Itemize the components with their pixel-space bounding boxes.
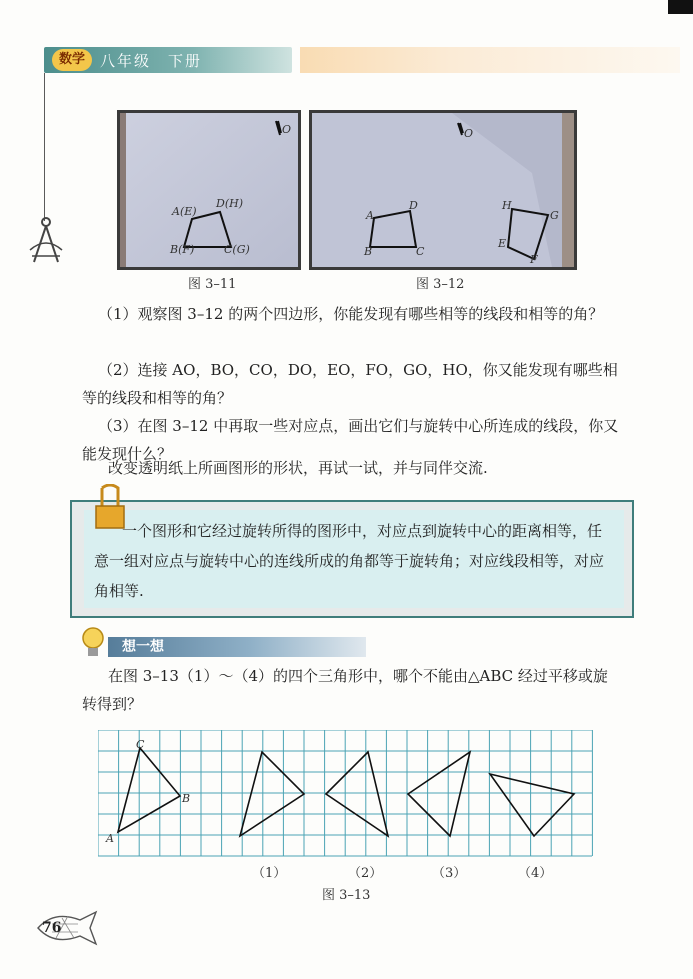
label-o2: O [464, 127, 474, 140]
photo-fig-3-11 [117, 110, 301, 270]
label-dh: D(H) [216, 197, 243, 210]
sub-label-4: （4） [518, 866, 553, 881]
header-title: 八年级 下册 [100, 52, 203, 70]
label-c: C [416, 245, 425, 258]
triangle-3 [408, 752, 470, 836]
corner-tab [668, 0, 693, 14]
margin-line [44, 73, 45, 221]
page-number: 76 [42, 920, 62, 936]
label-h: H [502, 199, 512, 212]
sub-label-1: （1） [252, 866, 287, 881]
label-b: B [364, 245, 373, 258]
triangle-2 [326, 752, 388, 836]
question-2: （2）连接 AO，BO，CO，DO，EO，FO，GO，HO，你又能发现有哪些相等的线段和相等的角？ [82, 361, 618, 407]
point-label-a: A [106, 832, 114, 845]
point-label-c: C [136, 738, 145, 751]
math-logo: 数学 [52, 49, 92, 71]
caption-fig-3-12: 图 3–12 [416, 277, 465, 292]
label-ae: A(E) [172, 205, 197, 218]
label-f: F [530, 253, 538, 266]
compass-icon [26, 216, 66, 266]
photo-fig-3-12 [309, 110, 577, 270]
sub-label-2: （2） [348, 866, 383, 881]
point-label-b: B [182, 792, 191, 805]
label-d: D [409, 199, 418, 212]
caption-fig-3-13: 图 3–13 [322, 888, 371, 903]
question-1: （1）观察图 3–12 的两个四边形，你能发现有哪些相等的线段和相等的角？ [98, 305, 604, 323]
conclusion-text: 一个图形和它经过旋转所得的图形中，对应点到旋转中心的距离相等，任意一组对应点与旋转中心的连线所成的角都等于旋转角；对应线段相等，对应角相等. [94, 522, 605, 600]
triangle-1 [240, 752, 304, 836]
lightbulb-icon [80, 626, 106, 660]
label-bf: B(F) [170, 243, 195, 256]
label-a: A [366, 209, 374, 222]
question-3: （3）在图 3–12 中再取一些对应点，画出它们与旋转中心所连成的线段，你又能发现什么？ [82, 417, 619, 463]
label-g: G [550, 209, 559, 222]
grid-figure-3-13 [98, 730, 594, 858]
think-question: 在图 3–13（1）～（4）的四个三角形中，哪个不能由△ABC 经过平移或旋转得到？ [82, 667, 608, 713]
label-e: E [498, 237, 507, 250]
triangle-abc [118, 748, 180, 832]
sub-label-3: （3） [432, 866, 467, 881]
triangle-4 [490, 774, 574, 836]
think-title: 想一想 [122, 639, 164, 655]
header-gradient [300, 47, 680, 73]
label-cg: C(G) [224, 243, 250, 256]
caption-fig-3-11: 图 3–11 [188, 277, 237, 292]
instruction: 改变透明纸上所画图形的形状，再试一试，并与同伴交流. [108, 459, 488, 477]
label-o: O [282, 123, 292, 136]
